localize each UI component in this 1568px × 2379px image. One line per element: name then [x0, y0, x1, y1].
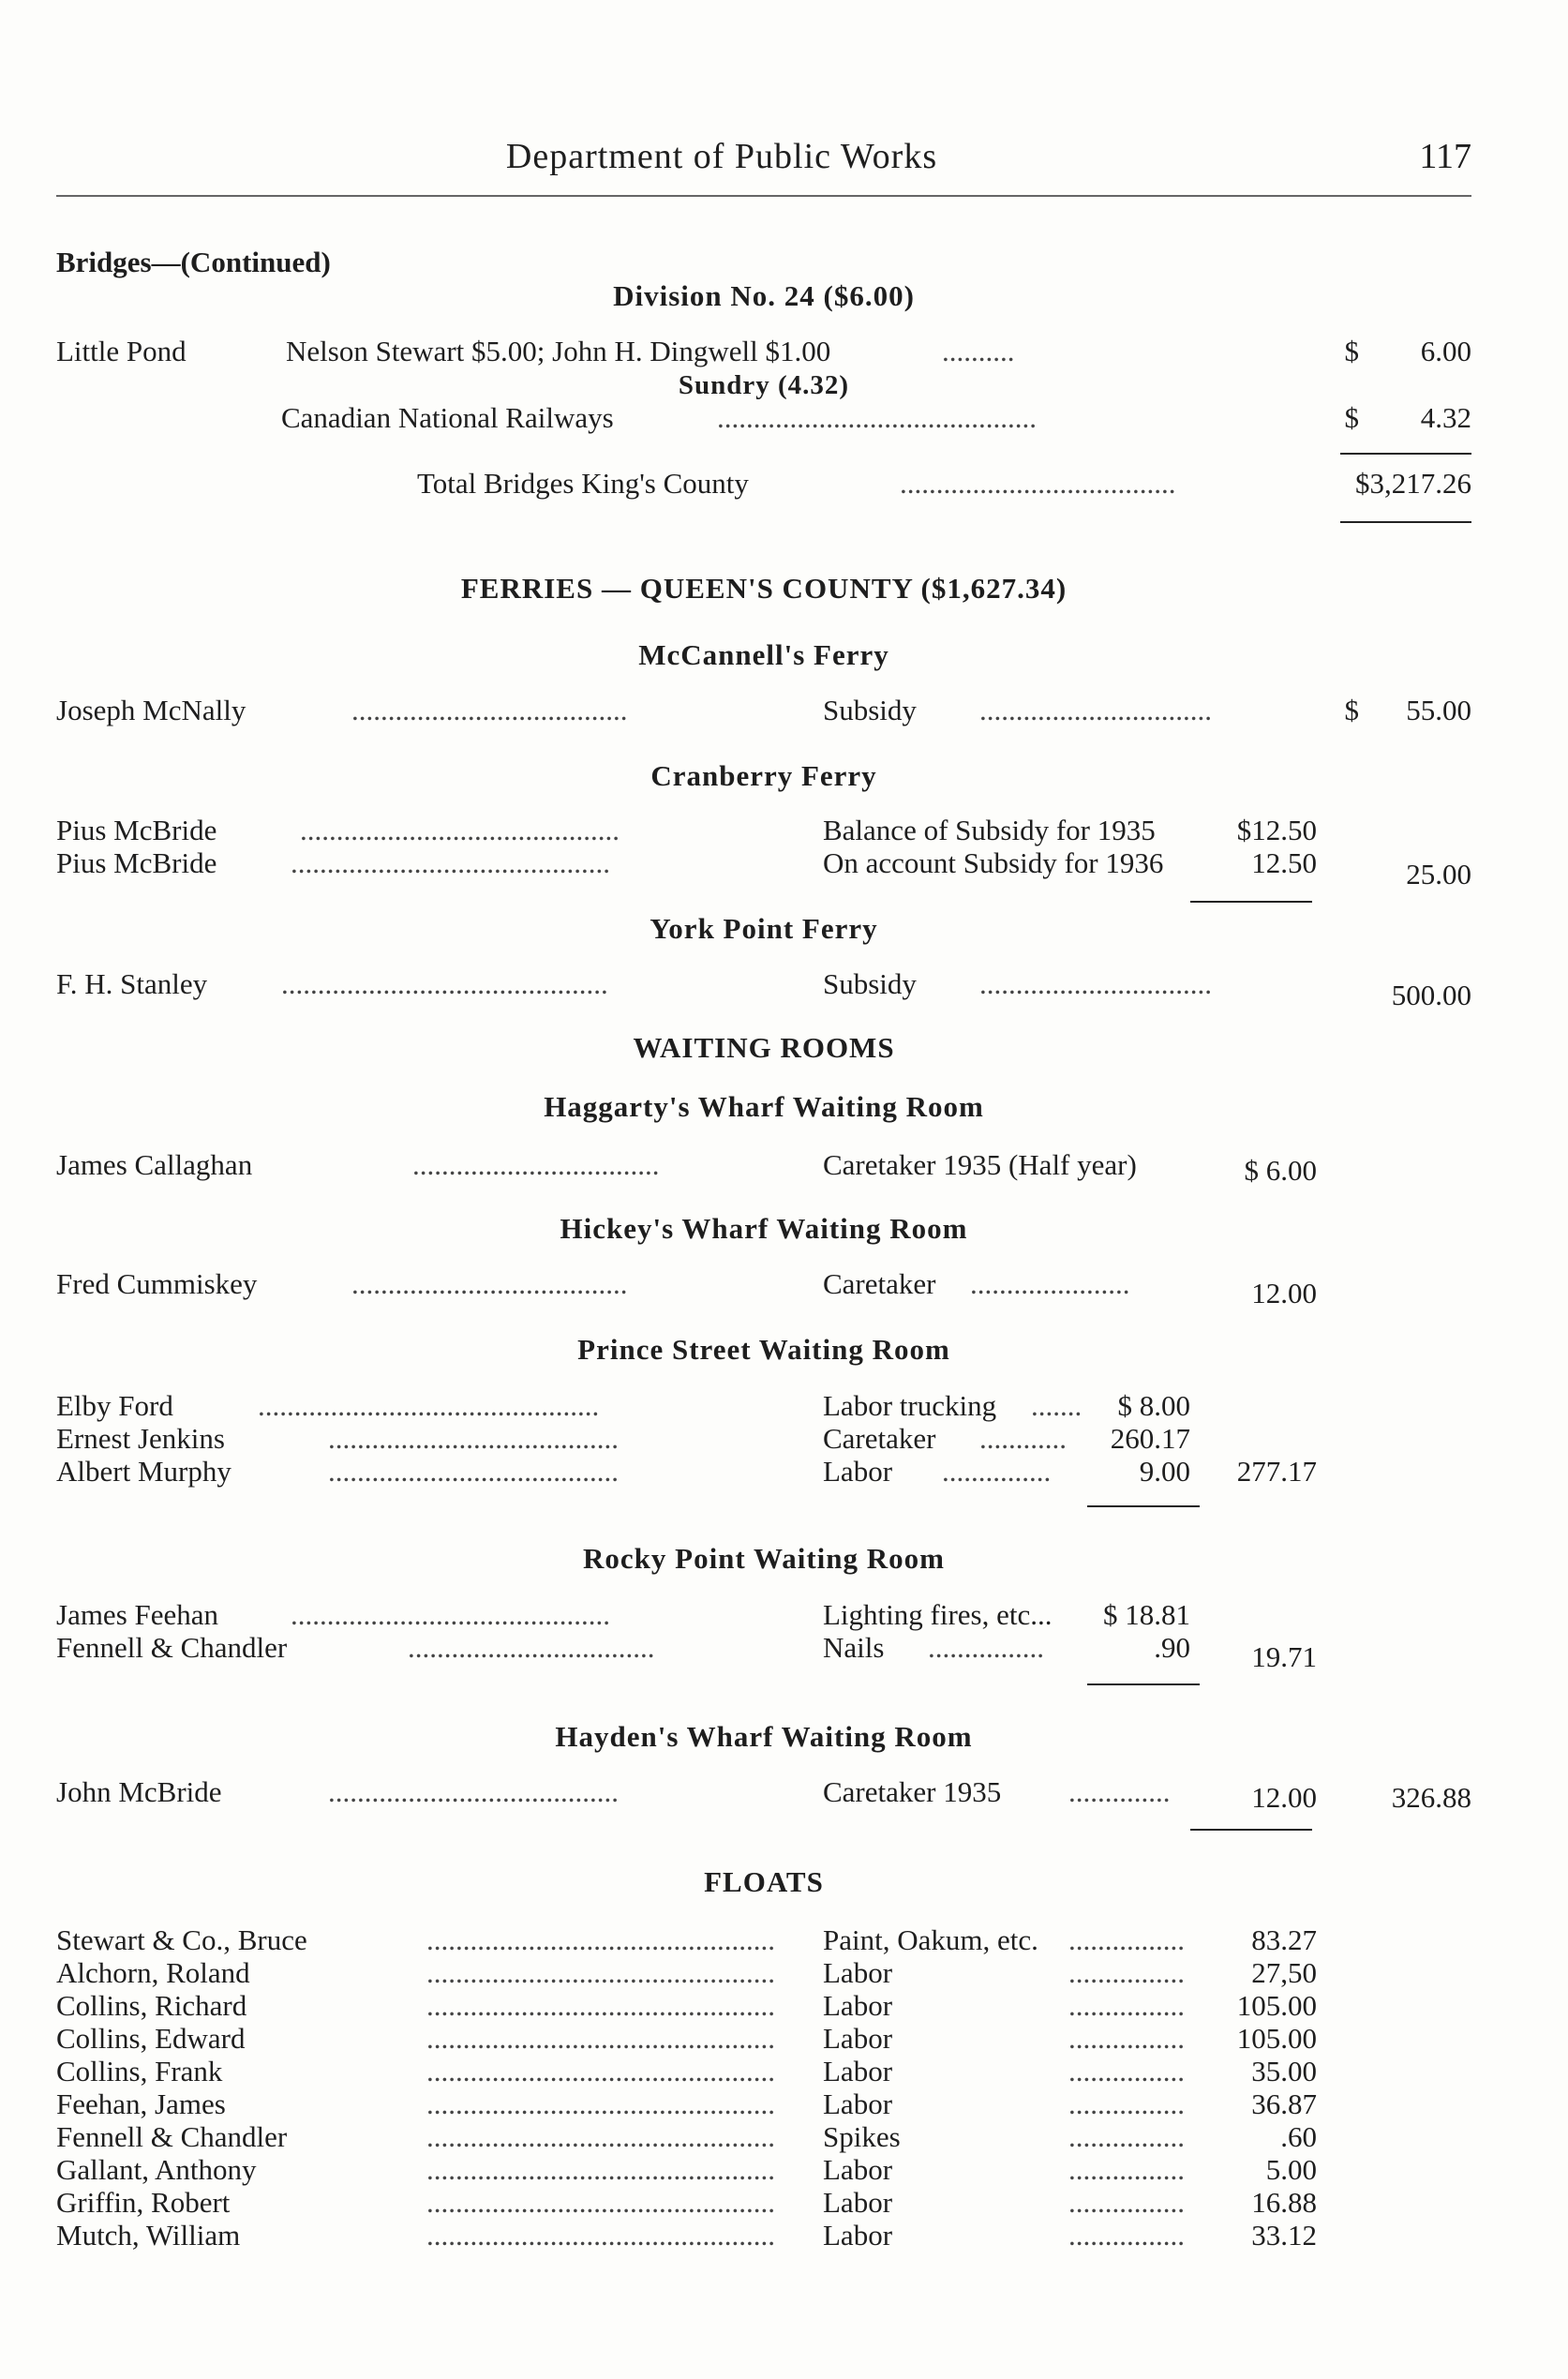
- leader-dots: ............................................: [291, 846, 610, 879]
- division-title: Division No. 24 ($6.00): [613, 279, 915, 312]
- row-amount: 12.50: [1251, 846, 1317, 879]
- row-total: 25.00: [1406, 858, 1471, 890]
- hayden-title: Hayden's Wharf Waiting Room: [555, 1720, 973, 1753]
- row-desc: Labor: [823, 1455, 893, 1488]
- leader-dots: ................................................: [426, 2055, 775, 2087]
- row-name: James Feehan: [56, 1598, 219, 1631]
- row-name: Fennell & Chandler: [56, 2120, 288, 2153]
- leader-dots: ......................: [970, 1267, 1130, 1300]
- row-name: Stewart & Co., Bruce: [56, 1923, 307, 1956]
- row-desc: Caretaker: [823, 1422, 936, 1455]
- leader-dots: ..............: [1068, 1775, 1171, 1808]
- row-amount: .90: [1154, 1631, 1190, 1664]
- row-desc: Labor: [823, 2055, 893, 2087]
- leader-dots: ................................................: [426, 2087, 775, 2120]
- row-name: John McBride: [56, 1775, 222, 1808]
- leader-dots: ..........: [942, 335, 1015, 367]
- row-amount: 6.00: [1420, 335, 1471, 367]
- section-continued: Bridges—(Continued): [56, 246, 331, 278]
- haggarty-title: Haggarty's Wharf Waiting Room: [544, 1090, 984, 1123]
- leader-dots: ............................................: [300, 814, 620, 846]
- row-total: 326.88: [1391, 1781, 1471, 1814]
- row-amount: 83.27: [1251, 1923, 1317, 1956]
- list-item: [56, 2055, 1471, 2090]
- list-item: [56, 2219, 1471, 2254]
- row-name: Gallant, Anthony: [56, 2153, 257, 2186]
- list-item: [56, 2153, 1471, 2189]
- sum-rule: [1087, 1683, 1200, 1685]
- waiting-heading: WAITING ROOMS: [633, 1031, 895, 1064]
- ledger-row: [56, 694, 1471, 729]
- row-name: F. H. Stanley: [56, 967, 208, 1000]
- leader-dots: ................................: [979, 967, 1212, 1000]
- ledger-row: [56, 1598, 1471, 1634]
- division-row-1: [56, 335, 1471, 370]
- leader-dots: ...............................................: [258, 1389, 600, 1422]
- list-item: [56, 2087, 1471, 2123]
- sum-rule: [1190, 1829, 1312, 1831]
- total-label: Total Bridges King's County: [417, 467, 749, 500]
- ledger-row: [56, 1775, 1471, 1814]
- list-item: [56, 2120, 1471, 2156]
- row-amount: 12.00: [1251, 1277, 1317, 1309]
- leader-dots: ................: [1068, 2219, 1185, 2252]
- leader-dots: ........................................: [328, 1455, 619, 1488]
- dollar-sign: $: [1344, 335, 1359, 367]
- total-amount: $3,217.26: [1355, 467, 1471, 500]
- row-name: Collins, Frank: [56, 2055, 223, 2087]
- page-number: 117: [1419, 137, 1471, 176]
- york-title: York Point Ferry: [650, 912, 878, 945]
- leader-dots: ................: [1068, 2055, 1185, 2087]
- row-amount: 33.12: [1251, 2219, 1317, 2252]
- leader-dots: ................: [1068, 1923, 1185, 1956]
- row-desc: Caretaker 1935: [823, 1775, 1002, 1808]
- row-amount: 36.87: [1251, 2087, 1317, 2120]
- leader-dots: ................................: [979, 694, 1212, 726]
- leader-dots: ................................................: [426, 1956, 775, 1989]
- leader-dots: ................................................: [426, 2186, 775, 2219]
- leader-dots: ................................................: [426, 2153, 775, 2186]
- row-amount: 9.00: [1139, 1455, 1190, 1488]
- row-amount: 260.17: [1110, 1422, 1190, 1455]
- row-amount: 500.00: [1391, 979, 1471, 1011]
- row-desc: Labor: [823, 1956, 893, 1989]
- leader-dots: ........................................: [328, 1775, 619, 1808]
- row-name: Elby Ford: [56, 1389, 173, 1422]
- row-amount: 27,50: [1251, 1956, 1317, 1989]
- leader-dots: ................: [1068, 2120, 1185, 2153]
- sum-rule: [1087, 1505, 1200, 1507]
- page-header: [56, 136, 1471, 183]
- leader-dots: ................: [1068, 2022, 1185, 2055]
- floats-heading: FLOATS: [704, 1865, 824, 1898]
- row-name: Collins, Richard: [56, 1989, 247, 2022]
- leader-dots: ............................................: [291, 1598, 610, 1631]
- ledger-row: [56, 1455, 1471, 1490]
- ledger-row: [56, 1389, 1471, 1425]
- leader-dots: ............: [979, 1422, 1067, 1455]
- row-name: Mutch, William: [56, 2219, 241, 2252]
- row-desc: Lighting fires, etc...: [823, 1598, 1053, 1631]
- row-desc: Labor: [823, 2153, 893, 2186]
- ledger-row: [56, 1422, 1471, 1458]
- leader-dots: .............................................: [281, 967, 608, 1000]
- division-row-2: [56, 401, 1471, 437]
- list-item: [56, 1989, 1471, 2025]
- row-desc: Labor trucking: [823, 1389, 997, 1422]
- list-item: [56, 2186, 1471, 2222]
- row-name: Alchorn, Roland: [56, 1956, 250, 1989]
- row-name: Pius McBride: [56, 846, 217, 879]
- row-desc: Spikes: [823, 2120, 901, 2153]
- row-amount: 5.00: [1265, 2153, 1317, 2186]
- row-amount: 105.00: [1236, 2022, 1317, 2055]
- ledger-row: [56, 846, 1471, 890]
- row-desc: Caretaker 1935 (Half year): [823, 1148, 1137, 1181]
- row-name: Feehan, James: [56, 2087, 226, 2120]
- row-amount: 4.32: [1420, 401, 1471, 434]
- row-name: Griffin, Robert: [56, 2186, 231, 2219]
- ferries-heading: FERRIES — QUEEN'S COUNTY ($1,627.34): [460, 572, 1068, 605]
- ledger-row: [56, 967, 1471, 1011]
- row-name: Albert Murphy: [56, 1455, 231, 1488]
- leader-dots: ................................................: [426, 1923, 775, 1956]
- row-name: Fred Cummiskey: [56, 1267, 258, 1300]
- row-total: 277.17: [1236, 1455, 1317, 1488]
- leader-dots: ............................................: [717, 401, 1037, 434]
- row-desc: Nails: [823, 1631, 885, 1664]
- row-desc: Caretaker: [823, 1267, 936, 1300]
- row-desc: Labor: [823, 2087, 893, 2120]
- row-amount: 12.00: [1251, 1781, 1317, 1814]
- page-title: Department of Public Works: [505, 137, 938, 176]
- leader-dots: ......................................: [351, 694, 628, 726]
- row-desc: Balance of Subsidy for 1935: [823, 814, 1156, 846]
- row-desc: On account Subsidy for 1936: [823, 846, 1164, 879]
- row-desc: Subsidy: [823, 967, 917, 1000]
- row-amount: 55.00: [1406, 694, 1471, 726]
- leader-dots: ................................................: [426, 2120, 775, 2153]
- row-amount: $ 8.00: [1117, 1389, 1190, 1422]
- list-item: [56, 1956, 1471, 1992]
- leader-dots: ........................................: [328, 1422, 619, 1455]
- leader-dots: ......................................: [351, 1267, 628, 1300]
- list-item: [56, 1923, 1471, 1959]
- row-name: James Callaghan: [56, 1148, 253, 1181]
- leader-dots: ................: [1068, 1989, 1185, 2022]
- leader-dots: ................................................: [426, 2022, 775, 2055]
- row-desc: Labor: [823, 2219, 893, 2252]
- row-amount: 16.88: [1251, 2186, 1317, 2219]
- row-desc: Labor: [823, 2186, 893, 2219]
- row-name: Pius McBride: [56, 814, 217, 846]
- ledger-row: [56, 1267, 1471, 1309]
- leader-dots: ..................................: [412, 1148, 660, 1181]
- leader-dots: ................: [1068, 2186, 1185, 2219]
- row-amount: 35.00: [1251, 2055, 1317, 2087]
- mccannell-title: McCannell's Ferry: [638, 638, 889, 671]
- rocky-title: Rocky Point Waiting Room: [583, 1542, 945, 1575]
- sundry-label: Sundry (4.32): [678, 370, 850, 400]
- row-desc: Labor: [823, 2022, 893, 2055]
- total-row: [56, 467, 1471, 502]
- ledger-row: [56, 814, 1471, 849]
- row-desc: Canadian National Railways: [281, 401, 614, 434]
- location-label: Little Pond: [56, 335, 187, 367]
- row-name: Joseph McNally: [56, 694, 246, 726]
- sum-rule: [1190, 901, 1312, 903]
- dollar-sign: $: [1344, 401, 1359, 434]
- dollar-sign: $: [1344, 694, 1359, 726]
- leader-dots: ................................................: [426, 1989, 775, 2022]
- leader-dots: ................: [1068, 2153, 1185, 2186]
- row-desc: Paint, Oakum, etc.: [823, 1923, 1038, 1956]
- row-amount: $12.50: [1236, 814, 1317, 846]
- leader-dots: ..................................: [408, 1631, 655, 1664]
- list-item: [56, 2022, 1471, 2057]
- sum-rule: [1340, 453, 1471, 455]
- row-name: Ernest Jenkins: [56, 1422, 225, 1455]
- row-desc: Labor: [823, 1989, 893, 2022]
- row-amount: $ 6.00: [1244, 1154, 1317, 1187]
- leader-dots: ................: [1068, 2087, 1185, 2120]
- row-name: Collins, Edward: [56, 2022, 246, 2055]
- total-rule: [1340, 521, 1471, 523]
- ledger-row: [56, 1148, 1471, 1187]
- leader-dots: ......................................: [900, 467, 1176, 500]
- row-desc: Nelson Stewart $5.00; John H. Dingwell $1.00: [286, 335, 831, 367]
- ledger-row: [56, 1631, 1471, 1673]
- leader-dots: ................................................: [426, 2219, 775, 2252]
- leader-dots: ...............: [942, 1455, 1052, 1488]
- row-desc: Subsidy: [823, 694, 917, 726]
- leader-dots: ................: [928, 1631, 1044, 1664]
- prince-title: Prince Street Waiting Room: [577, 1333, 950, 1366]
- row-total: 19.71: [1251, 1640, 1317, 1673]
- hickey-title: Hickey's Wharf Waiting Room: [560, 1212, 968, 1245]
- cranberry-title: Cranberry Ferry: [650, 759, 877, 792]
- row-amount: 105.00: [1236, 1989, 1317, 2022]
- row-amount: .60: [1280, 2120, 1317, 2153]
- row-name: Fennell & Chandler: [56, 1631, 288, 1664]
- leader-dots: .......: [1031, 1389, 1083, 1422]
- leader-dots: ................: [1068, 1956, 1185, 1989]
- row-amount: $ 18.81: [1103, 1598, 1190, 1631]
- header-rule: [56, 195, 1471, 197]
